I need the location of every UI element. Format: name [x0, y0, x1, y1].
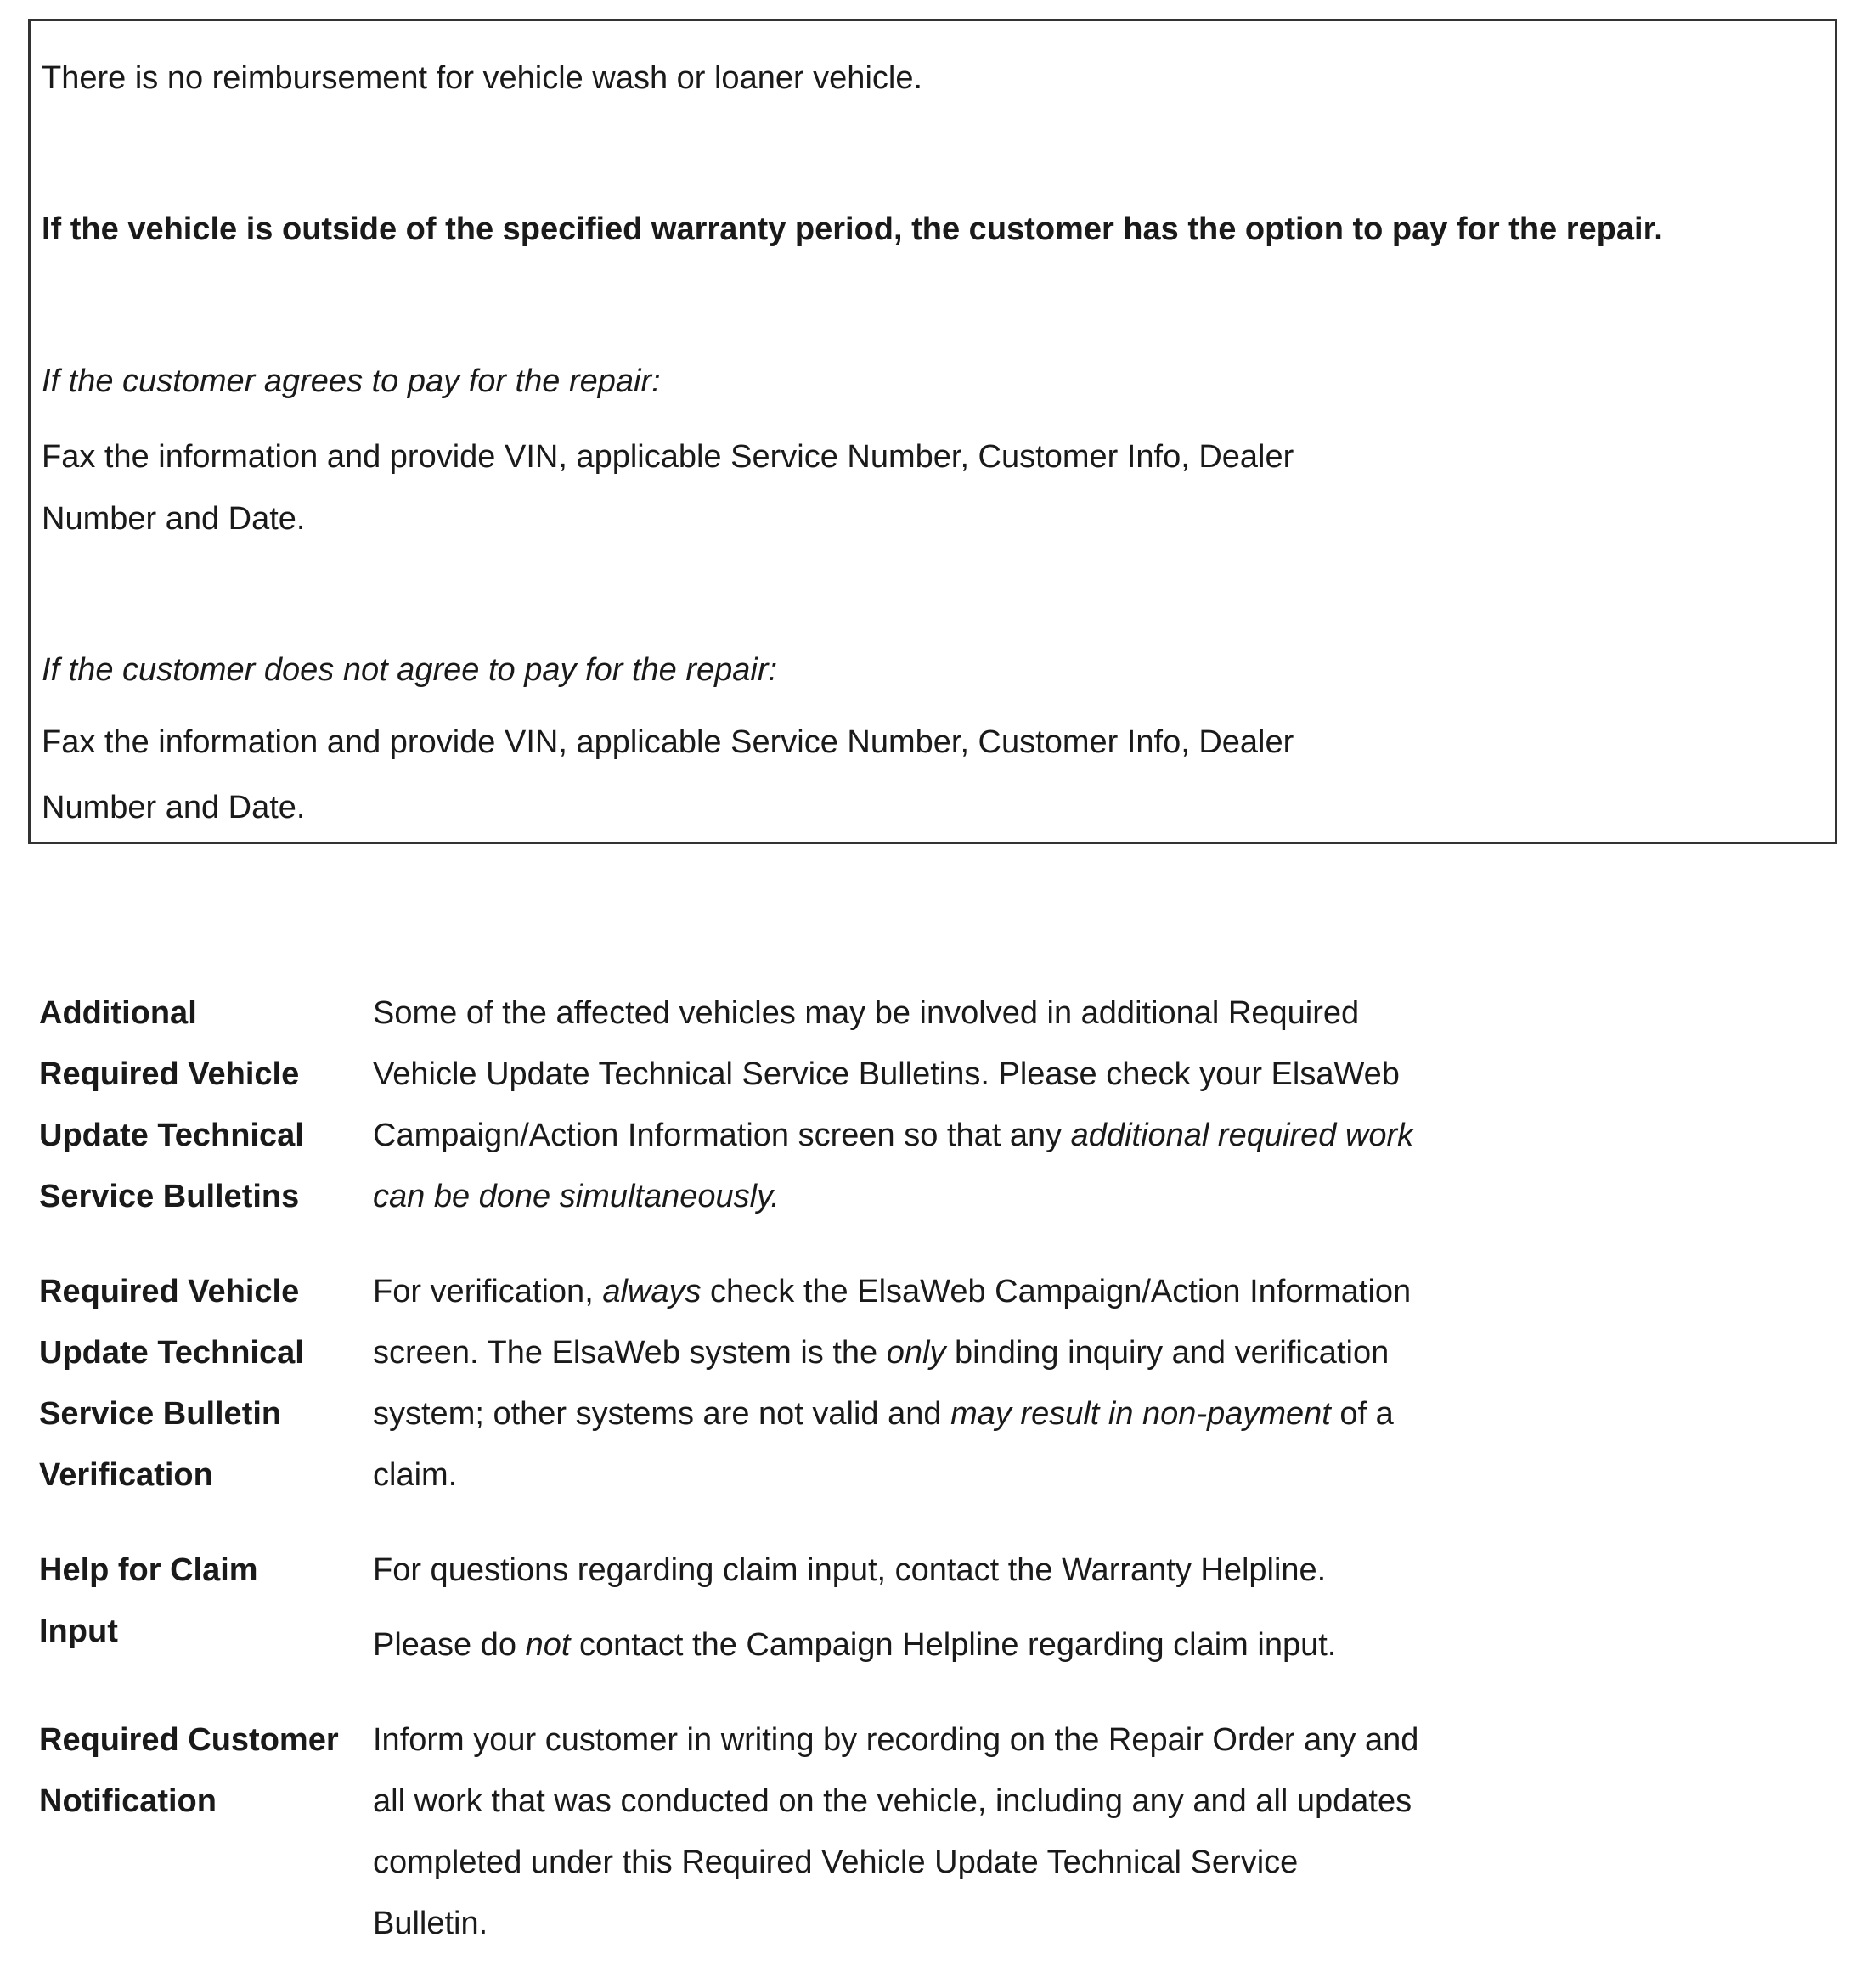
- emphasis-text: can be done simultaneously.: [373, 1179, 780, 1214]
- body-line: [373, 1105, 1413, 1166]
- help-section-label: [39, 1540, 258, 1662]
- label-line: Notification: [39, 1783, 217, 1819]
- body-line: Bulletin.: [373, 1906, 488, 1941]
- additional-section-body: [373, 983, 1413, 1227]
- notification-section-body: [373, 1709, 1418, 1954]
- agrees-heading: If the customer agrees to pay for the repair:: [42, 363, 661, 399]
- body-line: Inform your customer in writing by recording on the Repair Order any and: [373, 1722, 1419, 1758]
- emphasis-text: always: [602, 1274, 702, 1309]
- body-line: Vehicle Update Technical Service Bulletins. Please check your ElsaWeb: [373, 1056, 1400, 1092]
- disagrees-line-1: Fax the information and provide VIN, applicable Service Number, Customer Info, Dealer: [42, 724, 1294, 760]
- body-text: system; other systems are not valid and: [373, 1396, 951, 1432]
- body-text: Please do: [373, 1627, 526, 1663]
- no-reimbursement-text: There is no reimbursement for vehicle wash or loaner vehicle.: [42, 60, 923, 96]
- notice-box: [28, 19, 1837, 844]
- agrees-line-2: Number and Date.: [42, 501, 306, 537]
- label-line: Service Bulletin: [39, 1396, 282, 1432]
- body-line: For questions regarding claim input, contact the Warranty Helpline.: [373, 1552, 1327, 1588]
- label-line: Required Vehicle: [39, 1056, 300, 1092]
- body-text: Campaign/Action Information screen so that any: [373, 1118, 1071, 1153]
- body-text: of a: [1330, 1396, 1394, 1432]
- label-line: Required Vehicle: [39, 1274, 300, 1309]
- verification-section-body: [373, 1261, 1411, 1506]
- agrees-line-1: Fax the information and provide VIN, applicable Service Number, Customer Info, Dealer: [42, 439, 1294, 475]
- body-text: binding inquiry and verification: [945, 1335, 1390, 1371]
- label-line: Service Bulletins: [39, 1179, 300, 1214]
- additional-section-label: [39, 983, 304, 1227]
- label-line: Required Customer: [39, 1722, 339, 1758]
- emphasis-text: not: [525, 1627, 571, 1663]
- body-text: contact the Campaign Helpline regarding claim input.: [570, 1627, 1337, 1663]
- label-line: Update Technical: [39, 1335, 304, 1371]
- body-line: [373, 1322, 1411, 1383]
- label-line: Input: [39, 1613, 118, 1649]
- body-text: screen. The ElsaWeb system is the: [373, 1335, 887, 1371]
- label-line: Update Technical: [39, 1118, 304, 1153]
- body-line: [373, 1614, 1336, 1675]
- body-text: For verification,: [373, 1274, 603, 1309]
- body-line: [373, 1383, 1411, 1445]
- disagrees-heading: If the customer does not agree to pay for the repair:: [42, 652, 778, 688]
- emphasis-text: additional required work: [1070, 1118, 1414, 1153]
- label-line: Help for Claim: [39, 1552, 258, 1588]
- verification-section-label: [39, 1261, 304, 1506]
- body-text: check the ElsaWeb Campaign/Action Information: [701, 1274, 1412, 1309]
- body-line: all work that was conducted on the vehicle, including any and all updates: [373, 1783, 1412, 1819]
- body-line: Some of the affected vehicles may be involved in additional Required: [373, 995, 1360, 1031]
- body-line: claim.: [373, 1457, 458, 1493]
- disagrees-line-2: Number and Date.: [42, 790, 306, 825]
- body-line: [373, 1166, 1413, 1227]
- body-line: [373, 1261, 1411, 1322]
- outside-warranty-text: If the vehicle is outside of the specified warranty period, the customer has the option to pay for the repair.: [42, 211, 1663, 247]
- label-line: Verification: [39, 1457, 213, 1493]
- label-line: Additional: [39, 995, 197, 1031]
- body-line: completed under this Required Vehicle Update Technical Service: [373, 1844, 1299, 1880]
- help-section-body: [373, 1540, 1336, 1675]
- emphasis-text: only: [886, 1335, 946, 1371]
- emphasis-text: may result in non-payment: [950, 1396, 1331, 1432]
- notification-section-label: [39, 1709, 339, 1832]
